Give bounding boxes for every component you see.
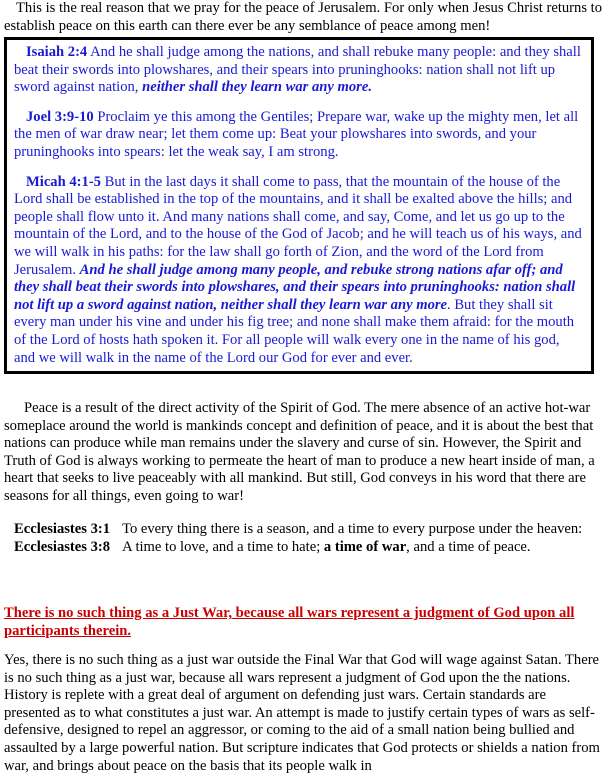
intro-paragraph: This is the real reason that we pray for the peace of Jerusalem. For only when Jesus Christ returns to establish peace on this earth can there ever be any semblance of peace among men!: [4, 0, 603, 34]
verse-reference: Micah 4:1-5: [26, 173, 101, 190]
section-heading: There is no such thing as a Just War, because all wars represent a judgment of God upon all participants therein.: [4, 605, 575, 639]
verse-text: To every thing there is a season, and a time to every purpose under the heaven:: [122, 521, 583, 537]
verse-joel: [14, 109, 584, 162]
verse-text: Proclaim ye this among the Gentiles; Prepare war, wake up the mighty men, let all the men of war draw near; let them come up: Beat your plowshares into swords, and your pruninghooks into spears: let the weak say, I am strong.: [14, 108, 579, 160]
verse-text: , and a time of peace.: [406, 538, 531, 555]
verse-text: A time to love, and a time to hate;: [122, 538, 324, 555]
verse-reference: Isaiah 2:4: [26, 44, 88, 60]
verse-reference: Ecclesiastes 3:8: [14, 538, 111, 555]
verse-text: And he shall judge among the nations, and shall rebuke many people: and they shall beat their swords into plowshares, and their spears into pruninghooks: nation shall not lift up sword against nation,: [14, 44, 581, 96]
verse-reference: Ecclesiastes 3:1: [14, 521, 111, 537]
verse-emphasis: a time of war: [323, 538, 407, 555]
verse-micah: [14, 174, 584, 368]
verse-emphasis: neither shall they learn war any more.: [142, 79, 372, 96]
verse-text: . But they shall sit every man under his vine and under his fig tree; and none shall make them afraid: for the mouth of the Lord of hosts hath spoken it. For all people will walk every one in the name of his god, and we will walk in the name of the Lord our God for ever and ever.: [14, 296, 575, 366]
verse-ecclesiastes-3-8: [4, 539, 604, 557]
just-war-paragraph: Yes, there is no such thing as a just war outside the Final War that God will wage against Satan. There is no such thing as a just war, because all wars represent a judgment of God upon the the nations. History is replete with a great deal of argument on defending just wars. Certain standards are presented as to what constitutes a just war. An attempt is made to justify certain types of wars as self-defensive, designed to repel an aggressor, or coming to the aid of a small nation being bullied and assaulted by a large powerful nation. But scripture indicates that God protects or shields a nation from war, and brings about peace on the basis that its people walk in: [4, 652, 600, 774]
verse-isaiah: [14, 44, 584, 97]
verse-reference: Joel 3:9-10: [26, 108, 94, 125]
verse-emphasis: And he shall judge among many people, and rebuke strong nations afar off; and they shall beat their swords into plowshares, and their spears into pruninghooks: nation shall not lift up a sword against nation, neither shall they learn war any more: [14, 261, 576, 313]
verse-ecclesiastes-3-1: [4, 521, 604, 539]
verse-text: But in the last days it shall come to pass, that the mountain of the house of the Lord shall be established in the top of the mountains, and it shall be exalted above the hills; and people shall flow unto it. And many nations shall come, and say, Come, and let us go up to the mountain of the Lord, and to the house of the God of Jacob; and he will teach us of his ways, and we will walk in his paths: for the law shall go forth of Zion, and the word of the Lord from Jerusalem.: [14, 173, 582, 278]
ecclesiastes-quotes: [4, 521, 604, 556]
scripture-box: [4, 37, 594, 374]
peace-paragraph: Peace is a result of the direct activity of the Spirit of God. The mere absence of an active hot-war someplace around the world is mankinds concept and definition of peace, and it is about the best that nations can produce while man remains under the slavery and curse of sin. However, the Spirit and Truth of God is always working to permeate the heart of man to produce a new heart inside of man, a heart that seeks to live peaceably with all mankind. But still, God conveys in his word that there are seasons for all things, even going to war!: [4, 400, 595, 504]
